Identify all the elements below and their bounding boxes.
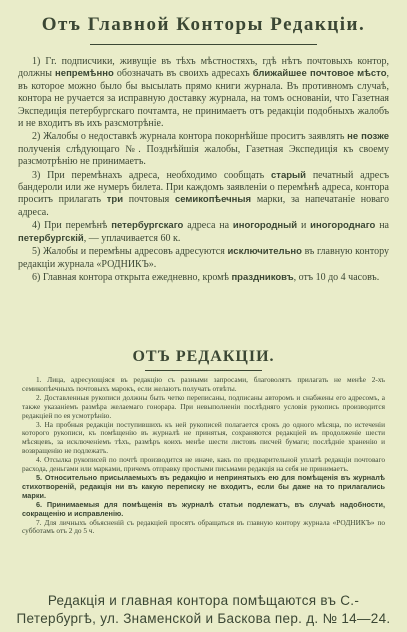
page-title: Отъ Главной Конторы Редакціи.: [41, 14, 366, 35]
editorial-underline: [145, 370, 262, 371]
editorial-item: 7. Для личныхъ объясненій съ редакціей просятъ обращаться въ главную контору журнала «РОДНИКЪ» по субботамъ отъ 2 до 5 ч.: [22, 517, 385, 536]
editorial-title: ОТЪ РЕДАКЦІИ.: [132, 348, 275, 365]
editorial-item: 1. Лица, адресующіяся въ редакцію съ разными запросами, благоволятъ прилагать не менѣе 2-хъ семикопѣечныхъ почтовыхъ марокъ, если желаютъ получать отвѣты.: [22, 375, 385, 393]
paragraph-1: 1) Гг. подписчики, живущіе въ тѣхъ мѣстностяхъ, гдѣ нѣтъ почтовыхъ контор, должны непремѣнно обозначать въ своихъ адресахъ ближайшее почтовое мѣсто, въ которое можно было бы высылать прямо книги журнала. Въ противномъ случаѣ, контора не ручается за исправную доставку журнала, на томъ основаніи, что Газетная Экспедиція петербургскаго почтамта, не принимаетъ отъ редакціи подобныхъ жалобъ и не входитъ въ ихъ разсмотрѣніе.: [18, 56, 390, 130]
editorial-item: 5. Относительно присылаемыхъ въ редакцію и непринятыхъ ею для помѣщенія въ журналѣ стихотвореній, редакція ни въ какую переписку не входитъ, если бы даже на то прилагались марки.: [22, 472, 385, 500]
paragraph-2: 2) Жалобы о недоставкѣ журнала контора покорнѣйше проситъ заявлять не позже полученія слѣдующаго №. Позднѣйшія жалобы, Газетная Экспедиція къ своему разсмотрѣнію не принимаетъ.: [18, 131, 389, 168]
editorial-item: 3. На пробныя редакціи поступившихъ къ ней рукописей полагается срокъ до одного мѣсяца, по истеченіи которого рукописи, къ помѣщенію въ журналѣ не принятыя, сохраняются редакціей въ продолженіе шести мѣсяцевъ, за исключеніемъ тѣхъ, размѣръ коихъ менѣе шести листовъ писчей бумаги; послѣдніе храненію и возвращенію не подлежатъ.: [22, 419, 385, 456]
paragraph-4: 4) При перемѣнѣ петербургскаго адреса на иногородный и иногороднаго на петербургскій, — уплачивается 60 к.: [18, 220, 389, 244]
paragraph-5: 5) Жалобы и перемѣны адресовъ адресуются исключительно въ главную контору редакціи журнала «РОДНИКЪ».: [18, 246, 389, 270]
paragraph-6: 6) Главная контора открыта ежедневно, кромѣ праздниковъ, отъ 10 до 4 часовъ.: [32, 271, 380, 283]
editorial-item: 6. Принимаемыя для помѣщенія въ журналѣ статьи подлежатъ, въ случаѣ надобности, сокращенію и исправленію.: [22, 499, 385, 518]
editorial-items: [22, 376, 385, 536]
paragraph-3: 3) При перемѣнахъ адреса, необходимо сообщать старый печатный адресъ бандероли или же нумеръ билета. При каждомъ заявленіи о перемѣнѣ адреса, контора проситъ прилагать три почтовыя семикопѣечныя марки, за напечатаніе новаго адреса.: [18, 169, 389, 218]
editorial-item: 4. Отсылка рукописей по почтѣ производится не иначе, какъ по предварительной уплатѣ редакціи почтоваго расхода, деньгами или марками, причемъ отправку простыми письмами редакція на себя не принимаетъ.: [22, 455, 385, 474]
editorial-item: 2. Доставленныя рукописи должны быть четко переписаны, подписаны авторомъ и снабжены его адресомъ, а также указаніемъ размѣра желаемаго гонорара. При невыполненіи послѣдняго условія рукопись производится редакціей по ея усмотрѣнію.: [22, 392, 385, 420]
main-paragraphs: [18, 56, 389, 285]
footer-address: Редакція и главная контора помѣщаются въ С.-Петербургѣ, ул. Знаменской и Басковa пер. д. № 14—24.: [16, 593, 391, 626]
title-underline: [90, 44, 317, 45]
